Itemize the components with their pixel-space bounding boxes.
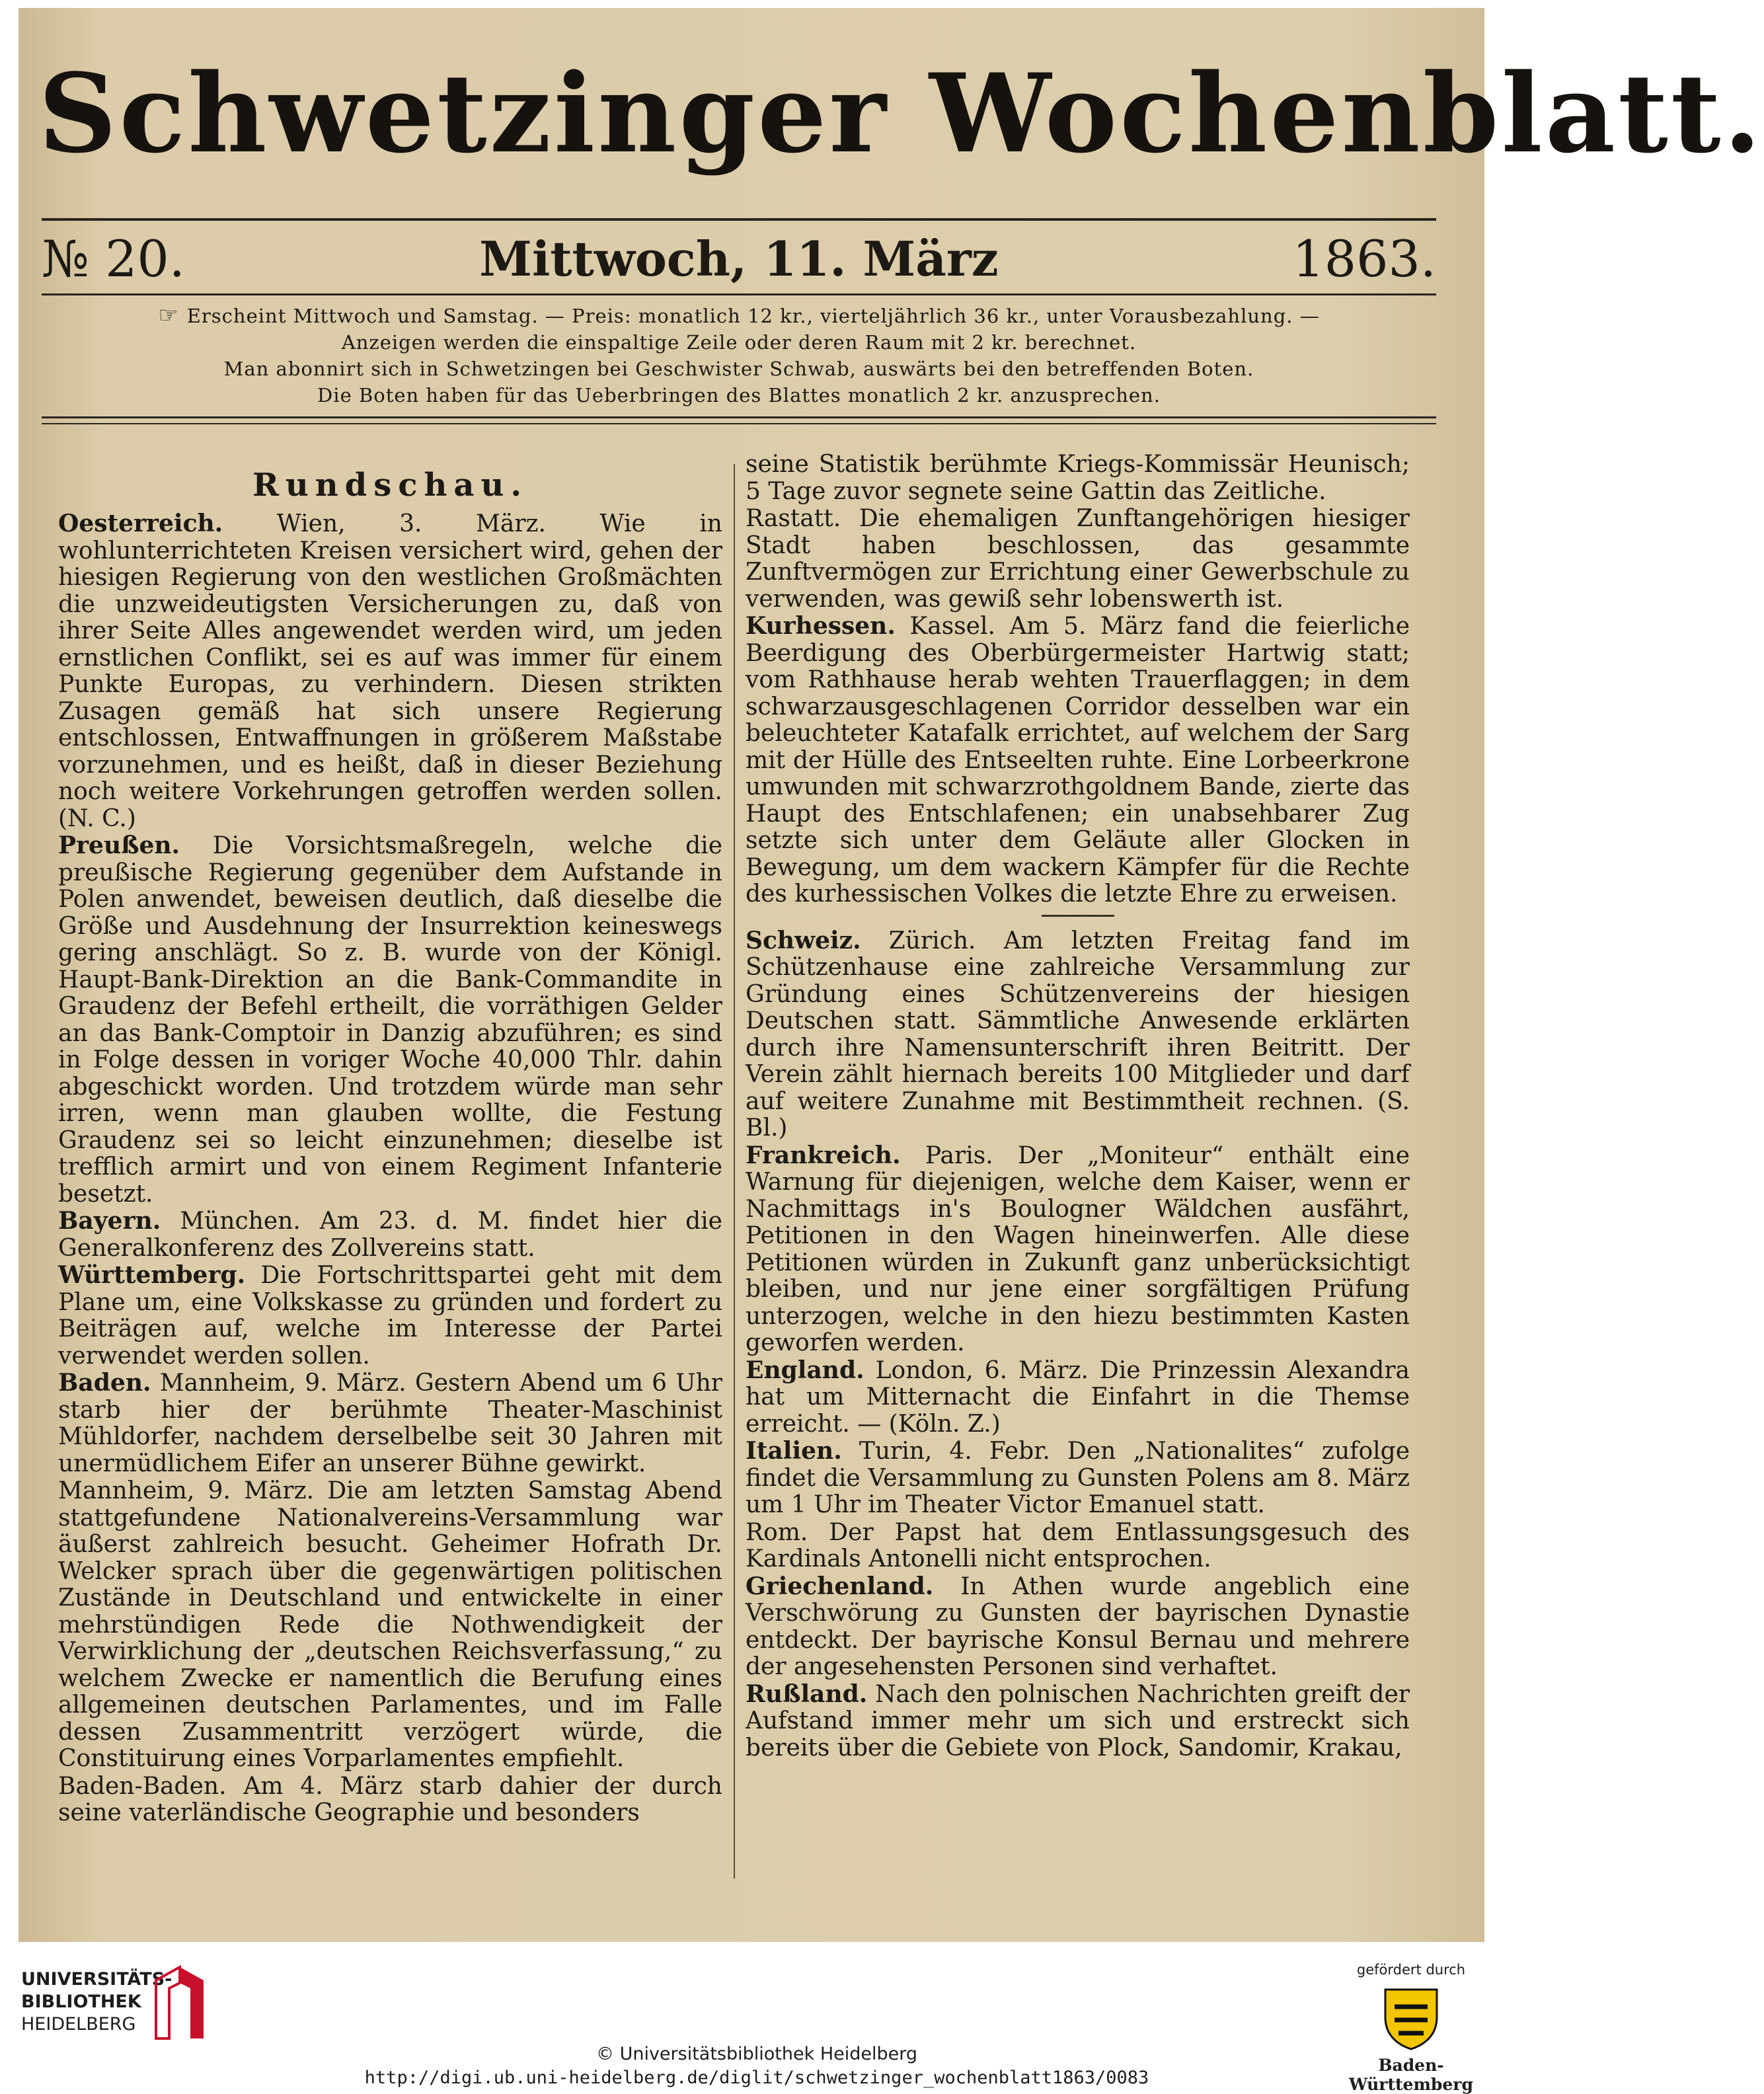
library-logo-text: UNIVERSITÄTS- BIBLIOTHEK HEIDELBERG	[21, 1969, 173, 2035]
issue-number: № 20.	[42, 229, 185, 288]
info-line: ☞ Erscheint Mittwoch und Samstag. — Preis: monatlich 12 kr., vierteljährlich 36 kr., unter Vorausbezahlung. —	[158, 302, 1320, 329]
masthead-rule-top	[42, 218, 1436, 221]
article-paragraph: Kurhessen. Kassel. Am 5. März fand die feierliche Beerdigung des Oberbürgermeister Hartwig statt; vom Rathhause herab wehten Trauerflaggen; in dem schwarzausgeschlagenen Corridor desselben war ein beleuchteter Katafalk errichtet, auf welchem der Sarg mit der Hülle des Entseelten ruhte. Eine Lorbeerkrone umwunden mit schwarzrothgoldnem Bande, zierte das Haupt des Entschlafenen; ein unabsehbarer Zug setzte sich unter dem Geläute aller Glocken in Bewegung, um dem wackern Kämpfer für die Rechte des kurhessischen Volkes die letzte Ehre zu erweisen.	[746, 612, 1410, 908]
article-separator	[1042, 915, 1114, 917]
section-heading: Rundschau.	[252, 467, 529, 504]
sponsor-name: Baden-Württemberg	[1349, 2056, 1473, 2094]
article-paragraph: Bayern. München. Am 23. d. M. findet hier die Generalkonferenz des Zollvereins statt.	[58, 1207, 722, 1262]
funded-by-label: gefördert durch	[1356, 1962, 1466, 1978]
info-rule-bottom-double	[42, 423, 1436, 424]
issue-row	[42, 226, 1436, 292]
info-line: Die Boten haben für das Ueberbringen des Blattes monatlich 2 kr. anzusprechen.	[317, 384, 1161, 407]
article-paragraph: Griechenland. In Athen wurde angeblich eine Verschwörung zu Gunsten der bayrischen Dynastie entdeckt. Der bayrische Konsul Bernau und mehrere der angesehensten Personen sind verhaftet.	[746, 1572, 1410, 1680]
article-paragraph: Preußen. Die Vorsichtsmaßregeln, welche die preußische Regierung gegenüber dem Aufstande in Polen anwendet, beweisen deutlich, daß dieselbe die Größe und Ausdehnung der Insurrektion keineswegs gering anschlägt. So z. B. wurde von der Königl. Haupt-Bank-Direktion an die Bank-Commandite in Graudenz der Befehl ertheilt, die vorräthigen Gelder an das Bank-Comptoir in Danzig abzuführen; es sind in Folge dessen in voriger Woche 40,000 Thlr. dahin abgeschickt worden. Und trotzdem würde man sehr irren, wenn man glauben wollte, die Festung Graudenz sei so leicht einzunehmen; dieselbe ist trefflich armirt und von einem Regiment Infanterie besetzt.	[58, 832, 722, 1208]
article-paragraph: Rußland. Nach den polnischen Nachrichten greift der Aufstand immer mehr um sich und erstreckt sich bereits über die Gebiete von Plock, Sandomir, Krakau,	[746, 1680, 1410, 1762]
info-line: Anzeigen werden die einspaltige Zeile oder deren Raum mit 2 kr. berechnet.	[341, 331, 1137, 354]
article-paragraph: seine Statistik berühmte Kriegs-Kommissär Heunisch; 5 Tage zuvor segnete seine Gattin das Zeitliche.	[746, 451, 1410, 505]
baden-wuerttemberg-crest-icon	[1381, 1987, 1441, 2050]
subscription-info	[42, 302, 1436, 408]
digitization-footer	[0, 1950, 1514, 2093]
left-column	[58, 464, 722, 1827]
info-rule-top	[42, 293, 1436, 295]
article-paragraph: Baden. Mannheim, 9. März. Gestern Abend um 6 Uhr starb hier der berühmte Theater-Maschinist Mühldorfer, nachdem derselbelbe seit 30 Jahren mit unermüdlichem Eifer an unserer Bühne gewirkt.	[58, 1369, 722, 1477]
masthead-title: Schwetzinger Wochenblatt.	[38, 50, 1764, 177]
newspaper-page	[19, 8, 1764, 1942]
article-paragraph: Mannheim, 9. März. Die am letzten Samstag Abend stattgefundene Nationalvereins-Versammlung war äußerst zahlreich besucht. Geheimer Hofrath Dr. Welcker sprach über die gegenwärtigen politischen Zustände in Deutschland und entwickelte in einer mehrstündigen Rede die Nothwendigkeit der Verwirklichung der „deutschen Reichsverfassung,“ zu welchem Zwecke er namentlich die Berufung eines allgemeinen deutschen Parlamentes, und im Falle dessen Zusammentritt verzögert würde, die Constituirung eines Vorparlamentes empfiehlt.	[58, 1477, 722, 1772]
info-line: Man abonnirt sich in Schwetzingen bei Geschwister Schwab, auswärts bei den betreffenden Boten.	[223, 358, 1254, 380]
library-logo-icon	[153, 1964, 206, 2042]
right-column	[746, 451, 1410, 1762]
article-paragraph: Württemberg. Die Fortschrittspartei geht mit dem Plane um, eine Volkskasse zu gründen und fordert zu Beiträgen auf, welche im Interesse der Partei verwendet werden sollen.	[58, 1261, 722, 1370]
issue-year: 1863.	[1292, 229, 1436, 288]
article-paragraph: Rom. Der Papst hat dem Entlassungsgesuch des Kardinals Antonelli nicht entsprochen.	[746, 1518, 1410, 1572]
article-paragraph: Italien. Turin, 4. Febr. Den „Nationalites“ zufolge findet die Versammlung zu Gunsten Polens am 8. März um 1 Uhr im Theater Victor Emanuel statt.	[746, 1437, 1410, 1518]
article-paragraph: Frankreich. Paris. Der „Moniteur“ enthält eine Warnung für diejenigen, welche dem Kaiser, wenn er Nachmittags in's Boulogner Wäldchen ausfährt, Petitionen in den Wagen hineinwerfen. Alle diese Petitionen würden in Zukunft ganz unberücksichtigt bleiben, und nur jene einer sorgfältigen Prüfung unterzogen, welche in den hiezu bestimmten Kasten geworfen werden.	[746, 1141, 1410, 1356]
issue-date: Mittwoch, 11. März	[479, 231, 999, 287]
article-paragraph: Baden-Baden. Am 4. März starb dahier der durch seine vaterländische Geographie und besonders	[58, 1772, 722, 1826]
info-rule-bottom	[42, 416, 1436, 418]
column-divider	[734, 464, 735, 1879]
article-paragraph: Rastatt. Die ehemaligen Zunftangehörigen hiesiger Stadt haben beschlossen, das gesammte Zunftvermögen zur Errichtung einer Gewerbschule zu verwenden, was gewiß sehr lobenswerth ist.	[746, 505, 1410, 613]
article-paragraph: Schweiz. Zürich. Am letzten Freitag fand im Schützenhause eine zahlreiche Versammlung zur Gründung eines Schützenvereins der hiesigen Deutschen statt. Sämmtliche Anwesende erklärten durch ihre Namensunterschrift ihren Beitritt. Der Verein zählt hiernach bereits 100 Mitglieder und darf auf weitere Zunahme mit Bestimmtheit rechnen. (S. Bl.)	[746, 926, 1410, 1142]
article-paragraph: England. London, 6. März. Die Prinzessin Alexandra hat um Mitternacht die Einfahrt in die Themse erreicht. — (Köln. Z.)	[746, 1356, 1410, 1438]
article-paragraph: Oesterreich. Wien, 3. März. Wie in wohlunterrichteten Kreisen versichert wird, gehen der hiesigen Regierung von den westlichen Großmächten die unzweideutigsten Versicherungen zu, daß von ihrer Seite Alles angewendet werden wird, um jeden ernstlichen Conflikt, sei es auf was immer für einem Punkte Europas, zu verhindern. Diesen strikten Zusagen gemäß hat sich unsere Regierung entschlossen, Entwaffnungen in größerem Maßstabe vorzunehmen, und es heißt, daß in dieser Beziehung noch weitere Vorkehrungen getroffen werden sollen. (N. C.)	[58, 510, 722, 832]
copyright-notice: © Universitätsbibliothek Heidelberg	[595, 2044, 917, 2064]
source-url[interactable]: http://digi.ub.uni-heidelberg.de/diglit/schwetzinger_wochenblatt1863/0083	[364, 2068, 1149, 2088]
pointing-hand-icon: ☞	[158, 302, 179, 329]
